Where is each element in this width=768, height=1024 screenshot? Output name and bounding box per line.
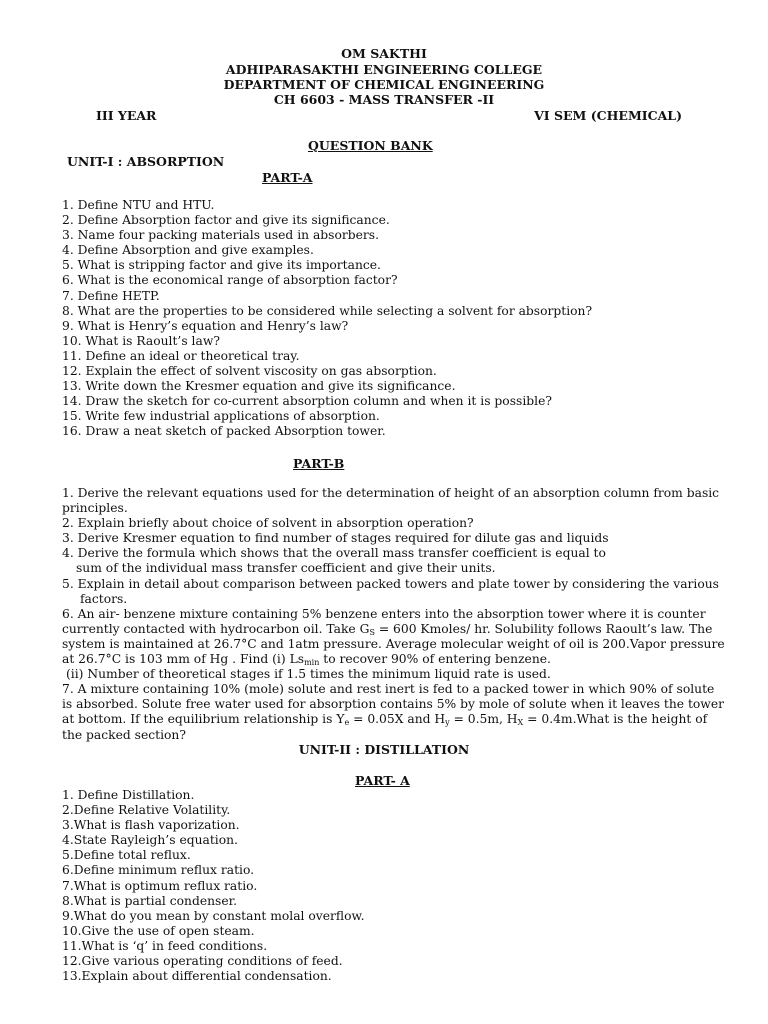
- subscript: S: [369, 627, 375, 637]
- text-span: = 600 Kmoles/ hr. Solubility follows Raoult’s law. The: [374, 621, 713, 636]
- list-item: 1. Define Distillation.: [62, 788, 195, 802]
- question-line: 5. Explain in detail about comparison between packed towers and plate tower by considering the various: [62, 576, 719, 591]
- course-title: CH 6603 - MASS TRANSFER -II: [273, 92, 495, 107]
- list-item: 10. What is Raoult’s law?: [62, 333, 220, 348]
- subscript: y: [445, 718, 450, 728]
- text-span: = 0.05X and H: [349, 712, 446, 727]
- question-line: [62, 622, 712, 637]
- list-item: 8.What is partial condenser.: [62, 893, 238, 908]
- department-name: DEPARTMENT OF CHEMICAL ENGINEERING: [223, 77, 545, 92]
- question-line: 1. Derive the relevant equations used for the determination of height of an absorption column from basic: [62, 486, 720, 500]
- list-item: 11. Define an ideal or theoretical tray.: [62, 348, 300, 363]
- question-bank-title: QUESTION BANK: [308, 138, 433, 153]
- question-line: (ii) Number of theoretical stages if 1.5 times the minimum liquid rate is used.: [66, 667, 551, 682]
- question-line: sum of the individual mass transfer coefficient and give their units.: [76, 561, 496, 576]
- list-item: 7.What is optimum reflux ratio.: [62, 878, 258, 893]
- unit1-partb-list: [62, 486, 725, 743]
- question-line: [62, 712, 712, 727]
- subscript: min: [304, 658, 320, 668]
- text-span: to recover 90% of entering benzene.: [319, 652, 551, 667]
- question-line: is absorbed. Solute free water used for absorption contains 5% by mole of solute when it leaves the tower: [62, 697, 724, 712]
- unit2-heading: UNIT-II : DISTILLATION: [298, 742, 470, 757]
- list-item: 5. What is stripping factor and give its importance.: [62, 258, 381, 273]
- unit1-parta-heading: PART-A: [262, 170, 313, 185]
- college-name: ADHIPARASAKTHI ENGINEERING COLLEGE: [225, 62, 543, 77]
- unit1-parta-list: [62, 198, 712, 440]
- text-span: = 0.4m.What is the height of: [523, 712, 708, 727]
- list-item: 4.State Rayleigh’s equation.: [62, 833, 238, 848]
- list-item: 1. Define NTU and HTU.: [62, 198, 215, 212]
- list-item: 16. Draw a neat sketch of packed Absorption tower.: [62, 424, 386, 439]
- text-span: currently contacted with hydrocarbon oil. Take G: [62, 621, 370, 636]
- question-line: factors.: [80, 591, 128, 606]
- list-item: 12. Explain the effect of solvent viscosity on gas absorption.: [62, 364, 437, 379]
- question-line: 7. A mixture containing 10% (mole) solute and rest inert is fed to a packed tower in which 90% of solute: [62, 682, 715, 697]
- list-item: 10.Give the use of open steam.: [62, 923, 255, 938]
- list-item: 9.What do you mean by constant molal overflow.: [62, 908, 365, 923]
- question-line: 6. An air- benzene mixture containing 5% benzene enters into the absorption tower where it is counter: [62, 606, 706, 621]
- question-line: principles.: [62, 501, 128, 516]
- subscript: X: [517, 718, 524, 728]
- text-span: = 0.5m, H: [449, 712, 518, 727]
- year-label: III YEAR: [96, 108, 157, 123]
- semester-label: VI SEM (CHEMICAL): [534, 108, 682, 123]
- list-item: 12.Give various operating conditions of feed.: [62, 954, 343, 969]
- subscript: e: [344, 718, 350, 728]
- unit2-parta-heading: PART- A: [355, 773, 410, 788]
- list-item: 5.Define total reflux.: [62, 848, 191, 863]
- question-line: the packed section?: [62, 727, 186, 742]
- question-line: 3. Derive Kresmer equation to find number of stages required for dilute gas and liquids: [62, 531, 609, 546]
- list-item: 6.Define minimum reflux ratio.: [62, 863, 255, 878]
- year-sem-line: [96, 108, 682, 123]
- list-item: 2. Define Absorption factor and give its significance.: [62, 213, 390, 228]
- list-item: 14. Draw the sketch for co-current absorption column and when it is possible?: [62, 394, 552, 409]
- list-item: 11.What is ‘q’ in feed conditions.: [62, 938, 268, 953]
- question-line: 4. Derive the formula which shows that the overall mass transfer coefficient is equal to: [62, 546, 606, 561]
- list-item: 8. What are the properties to be considered while selecting a solvent for absorption?: [62, 303, 593, 318]
- list-item: 15. Write few industrial applications of absorption.: [62, 409, 380, 424]
- list-item: 3. Name four packing materials used in absorbers.: [62, 228, 380, 243]
- text-span: at bottom. If the equilibrium relationship is Y: [62, 712, 345, 727]
- unit2-parta-list: [62, 788, 712, 984]
- list-item: 6. What is the economical range of absorption factor?: [62, 273, 398, 288]
- list-item: 9. What is Henry’s equation and Henry’s law?: [62, 318, 349, 333]
- list-item: 3.What is flash vaporization.: [62, 818, 240, 833]
- question-line: system is maintained at 26.7°C and 1atm pressure. Average molecular weight of oil is 200.Vapor pressure: [62, 636, 725, 651]
- unit1-partb-heading: PART-B: [293, 456, 345, 471]
- list-item: 4. Define Absorption and give examples.: [62, 243, 314, 258]
- list-item: 13.Explain about differential condensation.: [62, 969, 332, 984]
- list-item: 7. Define HETP.: [62, 288, 160, 303]
- list-item: 2.Define Relative Volatility.: [62, 803, 231, 818]
- question-line: [62, 652, 712, 667]
- header-line-1: OM SAKTHI: [341, 46, 427, 61]
- question-line: 2. Explain briefly about choice of solvent in absorption operation?: [62, 516, 474, 531]
- text-span: at 26.7°C is 103 mm of Hg . Find (i) Ls: [62, 652, 305, 667]
- list-item: 13. Write down the Kresmer equation and give its significance.: [62, 379, 456, 394]
- unit1-heading: UNIT-I : ABSORPTION: [67, 154, 225, 169]
